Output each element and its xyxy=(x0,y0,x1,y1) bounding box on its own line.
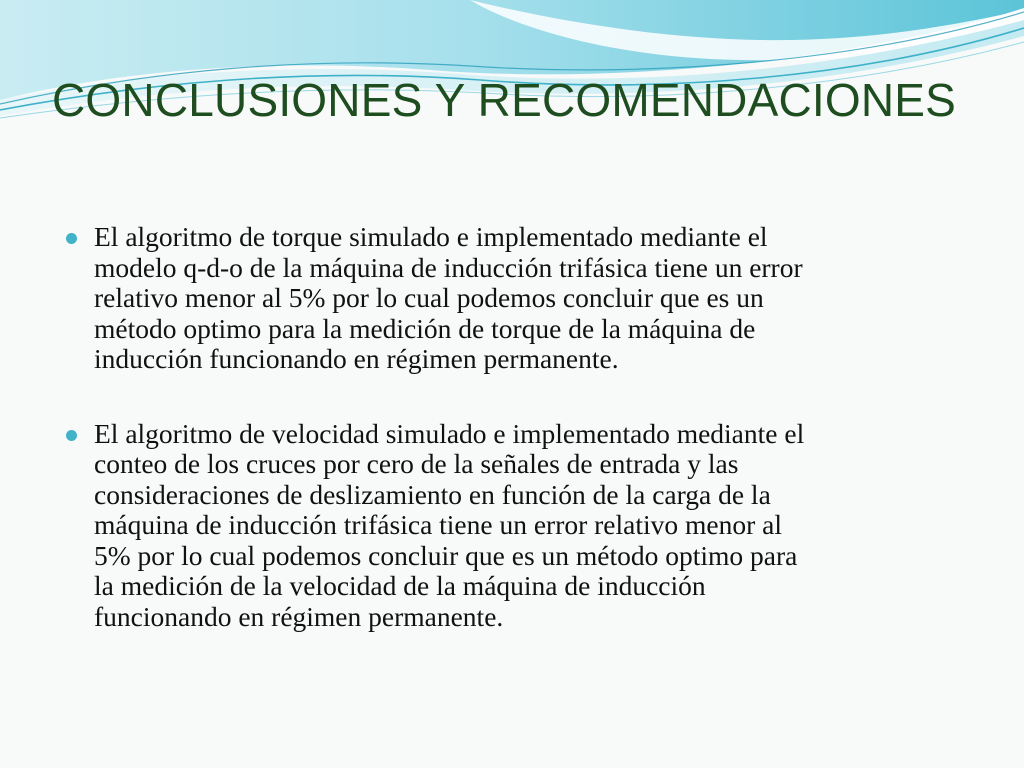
bullet-text: El algoritmo de torque simulado e implementado mediante el modelo q-d-o de la máquina de inducción trifásica tiene un error relativo menor al 5% por lo cual podemos concluir que es un método optimo para la medición de torque de la máquina de inducción funcionando en régimen permanente. xyxy=(94,221,803,374)
bullet-text: El algoritmo de velocidad simulado e implementado mediante el conteo de los cruces por cero de la señales de entrada y las consideraciones de deslizamiento en función de la carga de la máquina de inducción trifásica tiene un error relativo menor al 5% por lo cual podemos concluir que es un método optimo para la medición de la velocidad de la máquina de inducción funcionando en régimen permanente. xyxy=(94,417,805,632)
bullet-item-torque xyxy=(66,222,966,375)
bullet-item-velocidad xyxy=(66,419,966,633)
slide-title: CONCLUSIONES Y RECOMENDACIONES xyxy=(52,74,957,126)
bullet-dot-icon xyxy=(66,430,77,441)
bullet-list xyxy=(66,222,966,676)
bullet-dot-icon xyxy=(66,233,77,244)
